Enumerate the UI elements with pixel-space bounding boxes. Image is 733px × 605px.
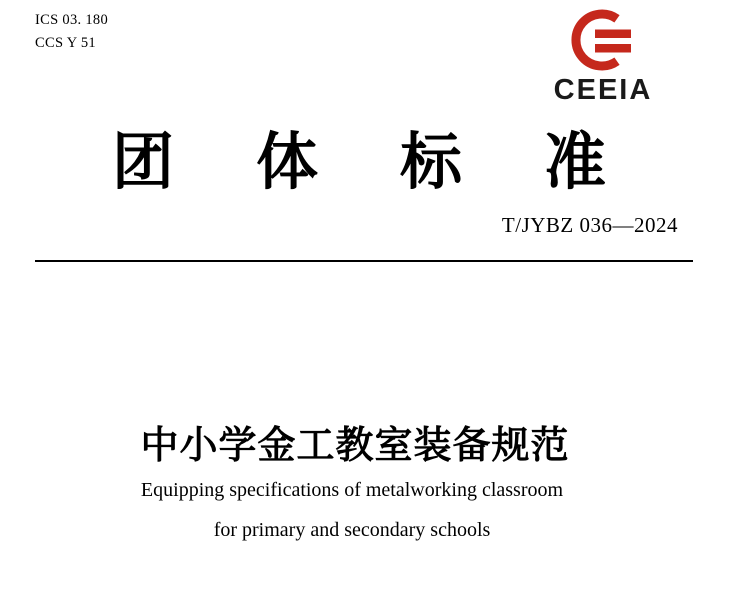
standard-type-heading: 团体标准: [112, 128, 689, 197]
ceeia-ring-icon: [562, 7, 644, 75]
standard-number: T/JYBZ 036—2024: [501, 213, 678, 237]
ccs-code: CCS Y 51: [35, 35, 96, 51]
ceeia-logo: [528, 7, 678, 105]
document-title-en-line2: for primary and secondary schools: [213, 519, 491, 541]
document-title-zh: 中小学金工教室装备规范: [140, 425, 570, 467]
classification-codes: [35, 9, 108, 55]
ics-code: ICS 03. 180: [35, 12, 108, 28]
document-title-en-line1: Equipping specifications of metalworking classroom: [140, 479, 564, 501]
header-divider-line: [35, 260, 693, 262]
ceeia-logo-text: CEEIA: [553, 74, 653, 106]
